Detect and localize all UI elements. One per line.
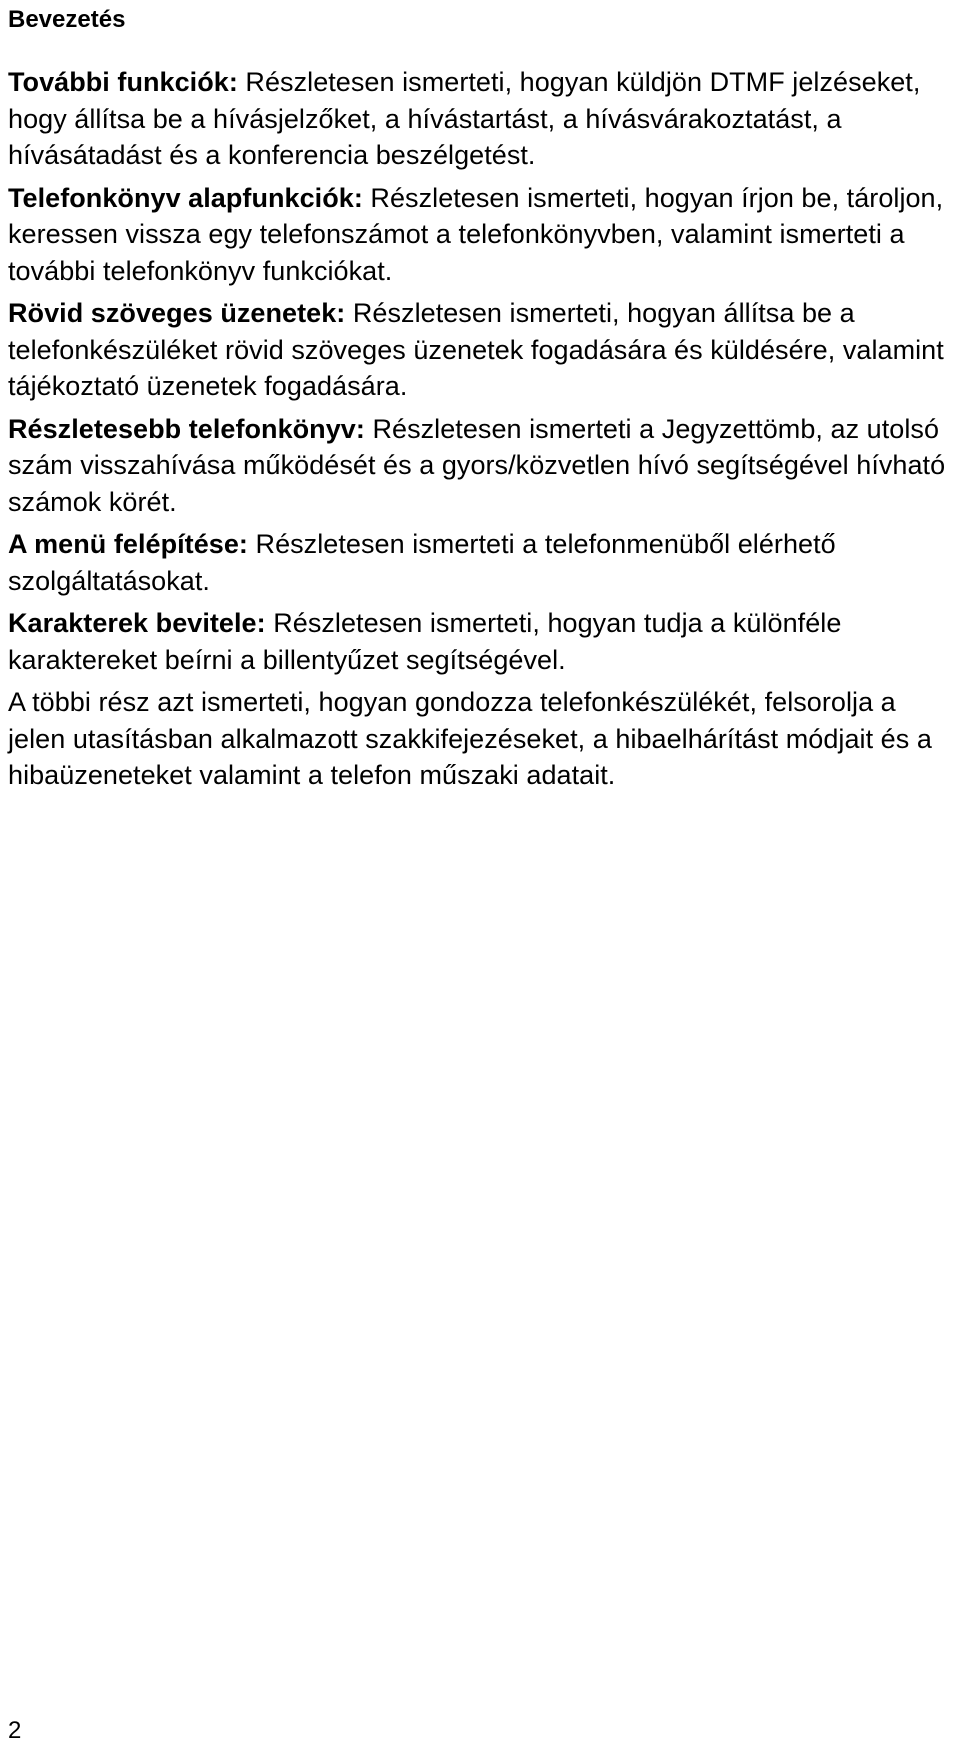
paragraph-term: További funkciók: xyxy=(8,67,238,97)
paragraph-text: Részletesen ismerteti a Jegyzettömb, az utolsó szám visszahívása működését és a gyors/közvetlen hívó segítségével hívható számok körét. xyxy=(8,413,946,517)
paragraph-term: Részletesebb telefonkönyv: xyxy=(8,413,365,444)
paragraph-text: A többi rész azt ismerteti, hogyan gondozza telefonkészülékét, felsorolja a jelen utasításban alkalmazott szakkifejezéseket, a hibaelhárítást módjait és a hibaüzeneteket valamint a telefon műszaki adatait. xyxy=(8,687,932,790)
paragraph-text: Részletesen ismerteti, hogyan tudja a különféle karaktereket beírni a billentyűzet segítségével. xyxy=(8,608,842,675)
paragraph-term: A menü felépítése: xyxy=(8,529,248,559)
paragraph-advanced-functions xyxy=(8,64,948,174)
paragraph-text: Részletesen ismerteti, hogyan írjon be, tároljon, keressen vissza egy telefonszámot a telefonkönyvben, valamint ismerteti a további telefonkönyv funkciókat. xyxy=(8,182,944,286)
document-body xyxy=(8,64,948,800)
paragraph-phonebook-basics xyxy=(8,180,948,290)
page-number: 2 xyxy=(8,1717,22,1744)
section-title: Bevezetés xyxy=(8,6,126,33)
paragraph-term: Rövid szöveges üzenetek: xyxy=(8,298,346,328)
paragraph-menu-structure xyxy=(8,526,948,599)
paragraph-term: Telefonkönyv alapfunkciók: xyxy=(8,182,363,213)
paragraph-other-sections xyxy=(8,684,948,794)
paragraph-term: Karakterek bevitele: xyxy=(8,608,266,638)
paragraph-text: Részletesen ismerteti, hogyan küldjön DTMF jelzéseket, hogy állítsa be a hívásjelzőket, a hívástartást, a hívásvárakoztatást, a hívásátadást és a konferencia beszélgetést. xyxy=(8,67,921,170)
paragraph-short-messages xyxy=(8,295,948,405)
paragraph-detailed-phonebook xyxy=(8,411,948,521)
paragraph-character-input xyxy=(8,605,948,678)
paragraph-text: Részletesen ismerteti, hogyan állítsa be a telefonkészüléket rövid szöveges üzenetek fogadására és küldésére, valamint tájékoztató üzenetek fogadására. xyxy=(8,298,944,401)
paragraph-text: Részletesen ismerteti a telefonmenüből elérhető szolgáltatásokat. xyxy=(8,529,836,596)
